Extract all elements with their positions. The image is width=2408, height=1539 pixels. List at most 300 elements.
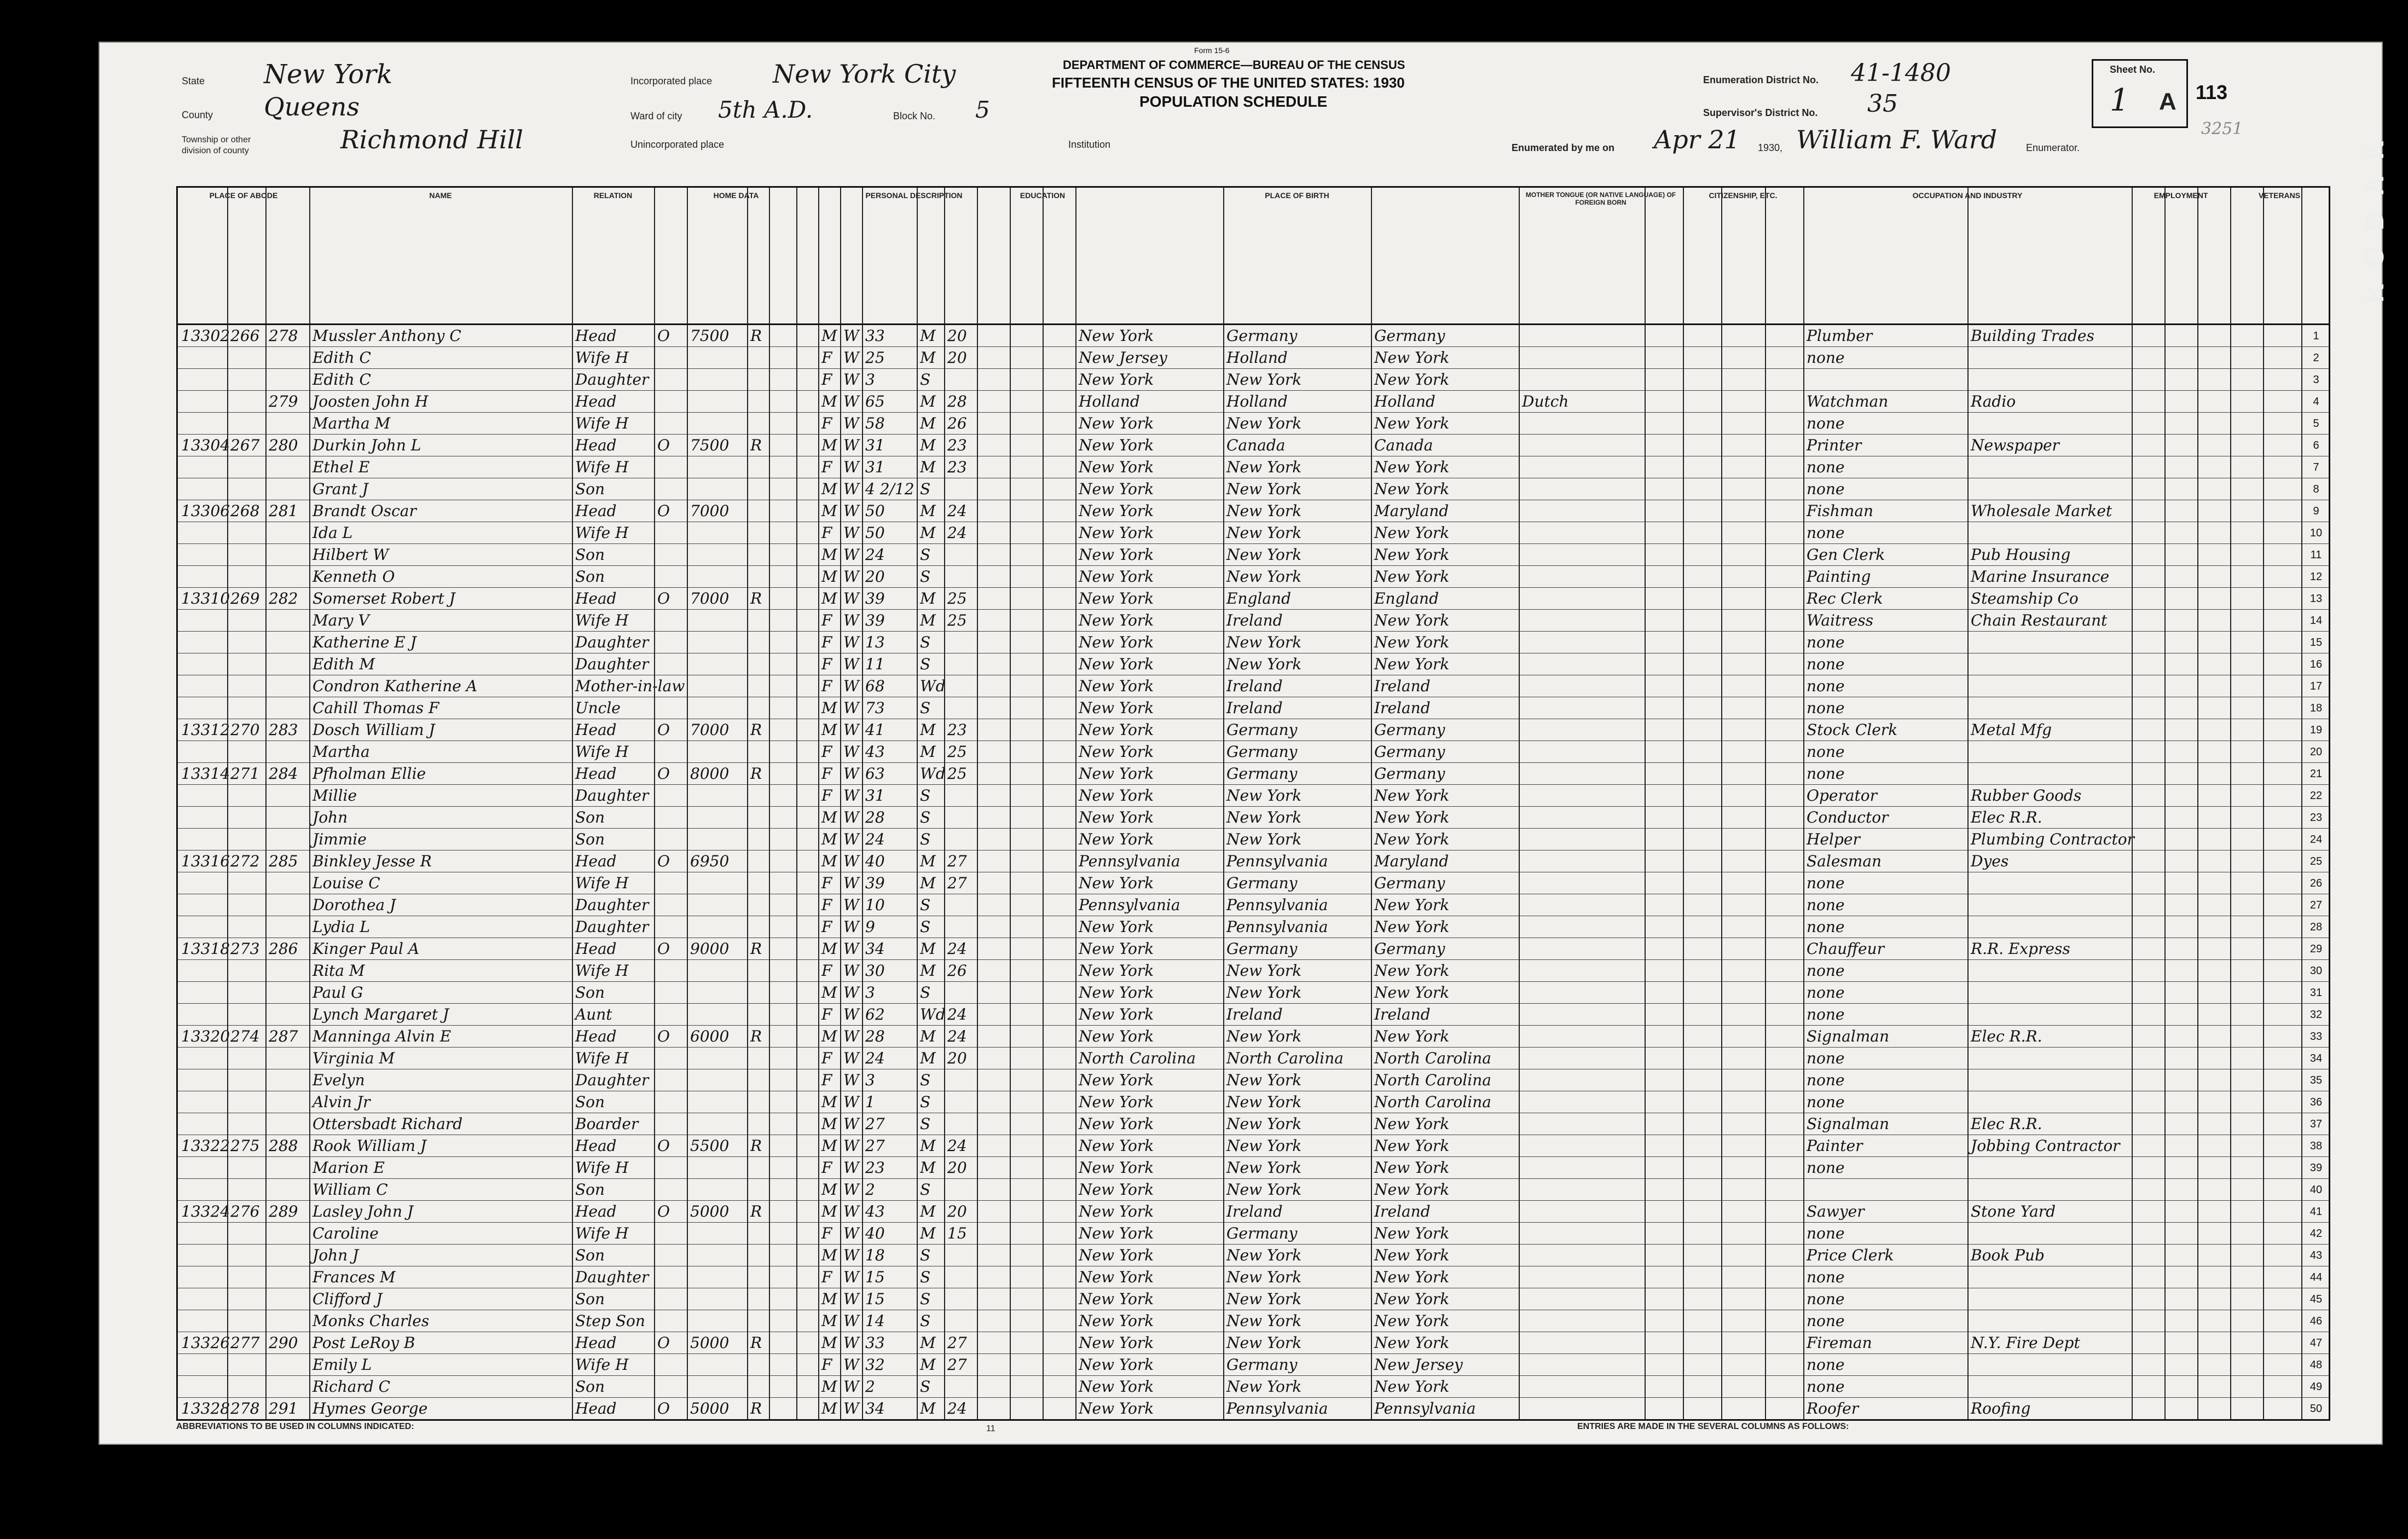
cell-dw [181, 894, 226, 916]
cell-name: Somerset Robert J [312, 589, 455, 608]
cell-vis: 282 [269, 589, 298, 608]
cell-fbp: Ireland [1226, 677, 1283, 695]
cell-bp: New York [1079, 371, 1154, 389]
cell-n: 42 [2309, 1228, 2323, 1240]
column-rule [1765, 188, 1766, 1419]
cell-mbp: Germany [1374, 874, 1445, 892]
cell-n: 25 [2309, 855, 2323, 867]
cell-n: 6 [2313, 439, 2319, 452]
cell-val [690, 807, 746, 829]
cell-val: 7000 [690, 721, 730, 739]
cell-age: 39 [865, 874, 885, 892]
cell-sex: F [821, 1224, 832, 1242]
cell-n: 28 [2309, 921, 2323, 933]
cell-ms: M [920, 414, 936, 432]
cell-bp: New York [1079, 458, 1154, 476]
cell-rel: Wife H [575, 1159, 629, 1177]
cell-vis [269, 894, 308, 916]
cell-bp: New York [1079, 524, 1154, 542]
cell-fbp: New York [1226, 568, 1302, 586]
column-rule [944, 188, 945, 1419]
cell-radio: R [750, 1202, 762, 1220]
cell-name: Ida L [312, 524, 353, 542]
cell-tongue [1522, 1069, 1643, 1091]
table-row [178, 806, 2329, 828]
table-row [178, 1332, 2329, 1353]
cell-race: W [843, 1093, 859, 1111]
cell-n: 45 [2309, 1293, 2323, 1305]
cell-fam: 275 [230, 1137, 260, 1155]
cell-ind [1971, 982, 2131, 1004]
table-row [178, 543, 2329, 565]
cell-fbp: New York [1226, 808, 1302, 826]
cell-fbp: North Carolina [1226, 1049, 1344, 1067]
cell-rel: Son [575, 480, 605, 498]
cell-n: 44 [2309, 1271, 2323, 1283]
table-row [178, 1353, 2329, 1375]
cell-fbp: New York [1226, 633, 1302, 651]
cell-occ: Signalman [1807, 1027, 1890, 1045]
cell-radio [750, 456, 768, 478]
cell-tongue [1522, 413, 1643, 435]
cell-ind [1971, 675, 2131, 697]
cell-rel: Wife H [575, 414, 629, 432]
cell-own: O [657, 1027, 670, 1045]
cell-occ: Price Clerk [1807, 1246, 1894, 1264]
cell-own [657, 829, 686, 850]
cell-mbp: Germany [1374, 743, 1445, 761]
cell-sex: F [821, 918, 832, 936]
cell-fbp: New York [1226, 1312, 1302, 1330]
cell-radio: R [750, 765, 762, 783]
cell-n: 48 [2309, 1359, 2323, 1371]
cell-tongue [1522, 916, 1643, 938]
sheet-number: 1 [2110, 83, 2129, 118]
population-table [176, 186, 2330, 1421]
cell-rel: Son [575, 546, 605, 564]
cell-ms: S [920, 568, 931, 586]
cell-radio [750, 960, 768, 982]
cell-rel: Head [575, 765, 617, 783]
cell-n: 1 [2313, 330, 2319, 342]
cell-fam [230, 916, 264, 938]
cell-n: 21 [2309, 768, 2323, 780]
cell-own [657, 478, 686, 500]
cell-am: 23 [947, 458, 967, 476]
cell-mbp: England [1374, 589, 1439, 608]
cell-ms: S [920, 1290, 931, 1308]
cell-fam [230, 982, 264, 1004]
cell-val [690, 369, 746, 391]
cell-age: 33 [865, 327, 885, 345]
cell-occ: Gen Clerk [1807, 546, 1885, 564]
cell-race: W [843, 1246, 859, 1264]
cell-vis [269, 522, 308, 544]
cell-name: Evelyn [312, 1071, 365, 1089]
cell-vis [269, 785, 308, 807]
cell-occ: Painter [1807, 1137, 1863, 1155]
cell-occ: none [1807, 655, 1845, 673]
cell-ind: Dyes [1971, 852, 2009, 870]
cell-vis: 283 [269, 721, 298, 739]
cell-fbp: New York [1226, 1334, 1302, 1352]
table-row [178, 434, 2329, 456]
cell-am: 25 [947, 589, 967, 608]
cell-val [690, 697, 746, 719]
cell-n: 11 [2310, 549, 2322, 561]
cell-age: 40 [865, 852, 885, 870]
cell-ind [1971, 653, 2131, 675]
cell-tongue [1522, 807, 1643, 829]
cell-fam [230, 391, 264, 413]
cell-vis [269, 807, 308, 829]
cell-ind: Stone Yard [1971, 1202, 2056, 1220]
cell-ms: M [920, 721, 936, 739]
cell-vis [269, 1288, 308, 1310]
cell-sex: M [821, 983, 837, 1002]
cell-radio [750, 1113, 768, 1135]
cell-tongue [1522, 456, 1643, 478]
cell-radio: R [750, 940, 762, 958]
group-home: HOME DATA [713, 191, 759, 200]
cell-val [690, 1310, 746, 1332]
cell-dw: 13328 [181, 1399, 230, 1418]
cell-ms: S [920, 1115, 931, 1133]
cell-own [657, 675, 686, 697]
cell-tongue [1522, 982, 1643, 1004]
cell-mbp: Holland [1374, 392, 1435, 410]
cell-vis [269, 413, 308, 435]
table-row [178, 697, 2329, 719]
cell-ms: Wd [920, 677, 946, 695]
cell-bp: New York [1079, 1137, 1154, 1155]
cell-radio [750, 1245, 768, 1266]
cell-rel: Head [575, 721, 617, 739]
cell-radio [750, 1069, 768, 1091]
cell-own [657, 653, 686, 675]
cell-ms: M [920, 1399, 936, 1418]
cell-rel: Step Son [575, 1312, 645, 1330]
cell-n: 19 [2309, 724, 2323, 736]
cell-dw: 13306 [181, 502, 230, 520]
cell-val [690, 1048, 746, 1069]
cell-rel: Aunt [575, 1005, 612, 1023]
cell-fam: 278 [230, 1399, 260, 1418]
cell-fam [230, 675, 264, 697]
cell-n: 29 [2309, 943, 2323, 955]
cell-val [690, 653, 746, 675]
cell-dw [181, 610, 226, 632]
cell-dw [181, 1288, 226, 1310]
cell-sex: F [821, 349, 832, 367]
table-row [178, 1397, 2329, 1419]
cell-sex: M [821, 1137, 837, 1155]
cell-occ: none [1807, 1356, 1845, 1374]
cell-dw [181, 807, 226, 829]
cell-fbp: New York [1226, 546, 1302, 564]
sheet-label: Sheet No. [2110, 64, 2156, 75]
cell-n: 14 [2309, 615, 2323, 627]
cell-dw [181, 369, 226, 391]
cell-sex: M [821, 1312, 837, 1330]
cell-fbp: New York [1226, 1137, 1302, 1155]
cell-tongue [1522, 1223, 1643, 1245]
cell-own [657, 1310, 686, 1332]
cell-age: 15 [865, 1268, 885, 1286]
cell-age: 28 [865, 808, 885, 826]
sheet-number-box [2092, 59, 2188, 128]
cell-n: 5 [2313, 418, 2319, 430]
cell-race: W [843, 852, 859, 870]
cell-mbp: New York [1374, 1334, 1450, 1352]
cell-tongue [1522, 675, 1643, 697]
cell-age: 24 [865, 1049, 885, 1067]
cell-val [690, 741, 746, 763]
ward-value: 5th A.D. [718, 96, 813, 123]
cell-tongue [1522, 325, 1643, 347]
cell-fam [230, 807, 264, 829]
cell-vis [269, 697, 308, 719]
cell-fbp: New York [1226, 1093, 1302, 1111]
cell-occ: none [1807, 1159, 1845, 1177]
table-row [178, 1156, 2329, 1178]
cell-name: Edith M [312, 655, 375, 673]
table-row [178, 325, 2329, 346]
cell-bp: New York [1079, 874, 1154, 892]
cell-occ: Fishman [1807, 502, 1874, 520]
cell-fbp: Germany [1226, 940, 1298, 958]
cell-fam [230, 544, 264, 566]
cell-occ: none [1807, 896, 1845, 914]
cell-tongue [1522, 938, 1643, 960]
department-heading: DEPARTMENT OF COMMERCE—BUREAU OF THE CENSUS [1063, 58, 1405, 72]
cell-vis: 279 [269, 392, 298, 410]
cell-bp: New York [1079, 830, 1154, 848]
column-rule [1683, 188, 1684, 1419]
cell-tongue [1522, 1048, 1643, 1069]
cell-ind: Marine Insurance [1971, 568, 2110, 586]
cell-bp: Pennsylvania [1079, 896, 1180, 914]
form-number: Form 15-6 [1194, 46, 1230, 55]
cell-am [947, 1310, 976, 1332]
cell-bp: New York [1079, 1115, 1154, 1133]
cell-fam [230, 697, 264, 719]
cell-fbp: New York [1226, 480, 1302, 498]
cell-sex: M [821, 502, 837, 520]
cell-n: 30 [2309, 965, 2323, 977]
column-rule [796, 188, 797, 1419]
cell-race: W [843, 940, 859, 958]
cell-age: 39 [865, 589, 885, 608]
column-rule [1371, 188, 1372, 1419]
table-row [178, 1091, 2329, 1113]
cell-occ: none [1807, 1312, 1845, 1330]
cell-fam [230, 347, 264, 369]
cell-ind [1971, 1157, 2131, 1179]
cell-rel: Daughter [575, 896, 649, 914]
table-row [178, 1310, 2329, 1332]
cell-fam [230, 1266, 264, 1288]
cell-sex: F [821, 1005, 832, 1023]
cell-dw [181, 456, 226, 478]
cell-am: 20 [947, 327, 967, 345]
cell-sex: F [821, 414, 832, 432]
cell-radio [750, 610, 768, 632]
cell-rel: Wife H [575, 874, 629, 892]
abbreviations-heading: ABBREVIATIONS TO BE USED IN COLUMNS INDICATED: [176, 1422, 414, 1431]
cell-mbp: New York [1374, 1137, 1450, 1155]
cell-sex: F [821, 743, 832, 761]
kodak-edge-mark: KODAK [2360, 124, 2389, 303]
cell-ind [1971, 894, 2131, 916]
cell-ms: S [920, 1181, 931, 1199]
cell-ms: M [920, 589, 936, 608]
cell-bp: New York [1079, 1334, 1154, 1352]
cell-fbp: New York [1226, 524, 1302, 542]
cell-occ: Sawyer [1807, 1202, 1865, 1220]
cell-tongue [1522, 1091, 1643, 1113]
table-row [178, 500, 2329, 522]
cell-own [657, 1113, 686, 1135]
cell-fam [230, 653, 264, 675]
cell-race: W [843, 327, 859, 345]
column-rule [2263, 188, 2264, 1419]
cell-race: W [843, 1181, 859, 1199]
cell-am: 24 [947, 1005, 967, 1023]
cell-race: W [843, 546, 859, 564]
cell-name: Emily L [312, 1356, 372, 1374]
cell-ms: M [920, 458, 936, 476]
ward-label: Ward of city [630, 111, 682, 121]
cell-fam [230, 1179, 264, 1201]
cell-name: Lasley John J [312, 1202, 414, 1220]
cell-am: 28 [947, 392, 967, 410]
cell-dw [181, 1245, 226, 1266]
cell-ms: S [920, 1268, 931, 1286]
group-veterans: VETERANS [2258, 191, 2301, 200]
cell-fbp: New York [1226, 786, 1302, 805]
cell-age: 39 [865, 611, 885, 629]
cell-n: 23 [2309, 812, 2323, 824]
cell-fam [230, 522, 264, 544]
cell-ind: Chain Restaurant [1971, 611, 2108, 629]
cell-ms: M [920, 1049, 936, 1067]
cell-am [947, 894, 976, 916]
cell-fbp: Ireland [1226, 699, 1283, 717]
cell-sex: F [821, 611, 832, 629]
cell-race: W [843, 983, 859, 1002]
cell-n: 33 [2309, 1031, 2323, 1043]
supervisor-value: 35 [1867, 90, 1898, 118]
cell-fam [230, 1354, 264, 1376]
cell-fbp: New York [1226, 983, 1302, 1002]
cell-occ [1807, 1179, 1966, 1201]
column-rule [840, 188, 841, 1419]
cell-val [690, 982, 746, 1004]
cell-vis [269, 1048, 308, 1069]
cell-am: 24 [947, 1027, 967, 1045]
cell-ind [1971, 1004, 2131, 1026]
cell-tongue [1522, 544, 1643, 566]
cell-age: 24 [865, 830, 885, 848]
cell-ms: M [920, 940, 936, 958]
cell-sex: F [821, 962, 832, 980]
cell-own [657, 632, 686, 653]
state-label: State [182, 76, 205, 86]
cell-fam [230, 829, 264, 850]
cell-radio [750, 872, 768, 894]
cell-occ: none [1807, 1378, 1845, 1396]
cell-vis: 287 [269, 1027, 298, 1045]
cell-name: Lydia L [312, 918, 370, 936]
group-relation: RELATION [593, 191, 633, 200]
cell-vis [269, 675, 308, 697]
cell-race: W [843, 1378, 859, 1396]
cell-name: Dorothea J [312, 896, 396, 914]
cell-own: O [657, 765, 670, 783]
table-row [178, 1069, 2329, 1091]
cell-bp: New York [1079, 633, 1154, 651]
cell-fbp: New York [1226, 502, 1302, 520]
cell-val [690, 1266, 746, 1288]
column-rule [2230, 188, 2231, 1419]
cell-dw [181, 872, 226, 894]
cell-ms: S [920, 896, 931, 914]
cell-age: 32 [865, 1356, 885, 1374]
cell-ind: Plumbing Contractor [1971, 830, 2134, 848]
cell-ind [1971, 478, 2131, 500]
cell-tongue [1522, 478, 1643, 500]
cell-age: 43 [865, 1202, 885, 1220]
cell-own [657, 1288, 686, 1310]
cell-ind [1971, 1223, 2131, 1245]
cell-vis [269, 872, 308, 894]
cell-n: 49 [2309, 1381, 2323, 1393]
cell-name: Kinger Paul A [312, 940, 420, 958]
cell-val [690, 413, 746, 435]
cell-name: Martha M [312, 414, 391, 432]
cell-val: 7000 [690, 502, 730, 520]
cell-ms: M [920, 1027, 936, 1045]
cell-bp: New York [1079, 1246, 1154, 1264]
cell-age: 20 [865, 568, 885, 586]
cell-fam [230, 1004, 264, 1026]
cell-am: 27 [947, 852, 967, 870]
cell-radio [750, 1266, 768, 1288]
cell-am: 25 [947, 743, 967, 761]
cell-own [657, 1245, 686, 1266]
cell-radio [750, 653, 768, 675]
cell-age: 33 [865, 1334, 885, 1352]
cell-ms: S [920, 808, 931, 826]
cell-mbp: Ireland [1374, 677, 1431, 695]
cell-ind [1971, 697, 2131, 719]
cell-ind [1971, 960, 2131, 982]
cell-race: W [843, 371, 859, 389]
cell-fbp: Holland [1226, 392, 1288, 410]
cell-dw [181, 1157, 226, 1179]
cell-fbp: New York [1226, 1159, 1302, 1177]
cell-bp: New York [1079, 721, 1154, 739]
cell-fbp: New York [1226, 1115, 1302, 1133]
cell-age: 3 [865, 983, 875, 1002]
cell-rel: Head [575, 1399, 617, 1418]
cell-rel: Head [575, 1334, 617, 1352]
cell-vis [269, 829, 308, 850]
cell-race: W [843, 1312, 859, 1330]
cell-age: 31 [865, 458, 885, 476]
cell-n: 36 [2309, 1096, 2323, 1108]
